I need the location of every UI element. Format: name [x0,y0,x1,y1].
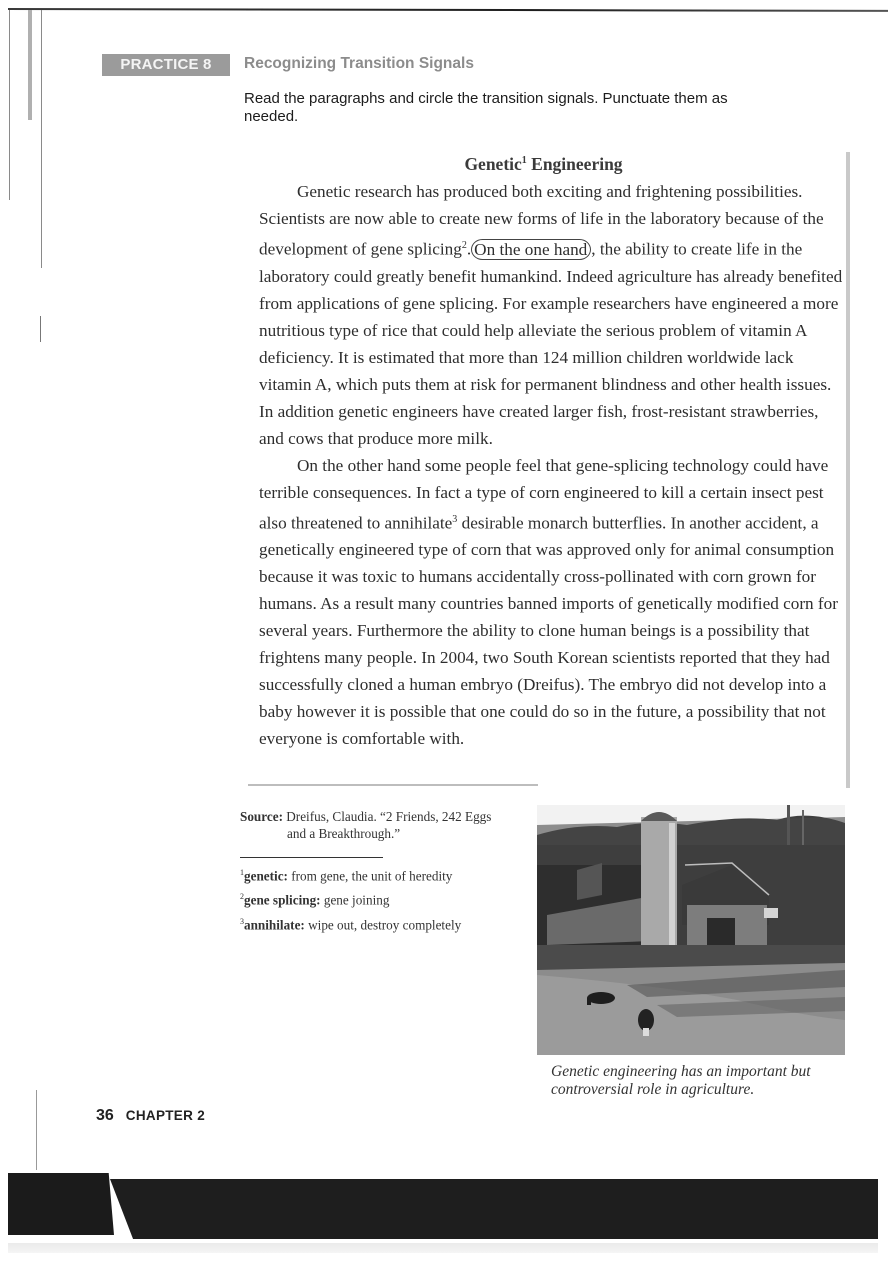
scan-margin-line [41,10,42,268]
reading-title [242,154,845,175]
page-footer [96,1107,205,1125]
scan-edge-left [9,10,10,200]
footnotes [240,862,530,935]
farm-photo [537,805,845,1055]
circled-transition: On the one hand [471,239,591,260]
footnote-term: gene splicing: [244,892,321,908]
source-text: Dreifus, Claudia. “2 Friends, 242 Eggs [282,809,492,824]
practice-badge: PRACTICE 8 [102,54,230,76]
reading-box-shadow [846,152,850,788]
scan-black-band [8,1173,114,1235]
footnote-number: 1 [240,868,244,877]
paragraph-2 [259,452,844,753]
title-rest: Engineering [526,154,623,174]
paragraph-text: Genetic research has produced both exciting and frightening possibilities. Scientists are now able to create new forms of life in the laboratory because of the development of gene splicing [259,182,824,259]
footnote-definition: wipe out, destroy completely [304,917,462,933]
reading-body [259,178,844,752]
paragraph-text: . [466,239,472,259]
title-word: Genetic [464,154,522,174]
paragraph-text: , the ability to create life in the laboratory could greatly benefit humankind. Indeed agriculture has already benefited from applications of gene splicing. For example researchers have engineered a more nutritious type of rice that could help alleviate the serious problem of vitamin A deficiency. It is estimated that more than 124 million children worldwide lack vitamin A, which puts them at risk for permanent blindness and other health issues. In addition genetic engineers have created larger fish, frost-resistant strawberries, and cows that produce more milk. [259,239,843,448]
source-label: Source: [240,809,283,824]
source-citation [240,808,530,842]
footnote-divider [240,857,383,858]
paragraph-text: desirable monarch butterflies. In another accident, a genetically engineered type of corn that was approved only for animal consumption because it was toxic to humans accidentally cross-pollinated with corn grown for humans. As a result many countries banned imports of genetically modified corn for several years. Furthermore the ability to clone human beings is a possibility that frightens many people. In 2004, two South Korean scientists reported that they had successfully cloned a human embryo (Dreifus). The embryo did not develop into a baby however it is possible that one could do so in the future, a possibility that not everyone is comfortable with. [259,513,838,749]
scan-margin-line [36,1090,37,1170]
footnote [240,886,530,910]
practice-title: Recognizing Transition Signals [244,55,474,72]
chapter-label: CHAPTER 2 [125,1108,206,1123]
footnote-ref: 1 [521,155,527,167]
footnote-ref: 3 [452,513,458,525]
paragraph-text: On the other hand some people feel that gene-splicing technology could have terrible consequences. In fact a type of corn engineered to kill a certain insect pest also threatened to annihilate [259,455,829,533]
source-text: and a Breakthrough.” [287,826,401,841]
footnote-definition: from gene, the unit of heredity [287,868,453,884]
reading-passage [242,138,845,784]
paragraph-1 [259,178,844,452]
footnote [240,911,530,935]
scan-margin-line [40,316,41,342]
scan-black-band [110,1179,878,1239]
farm-photo-image [537,805,845,1055]
footnote-definition: gene joining [320,892,390,908]
scan-edge-top [8,8,888,12]
scan-edge-bottom [8,1243,878,1253]
footnote [240,862,530,886]
footnote-term: annihilate: [244,917,305,933]
footnote-number: 2 [240,892,244,902]
photo-caption: Genetic engineering has an important but controversial role in agriculture. [551,1063,811,1098]
page-number: 36 [96,1107,114,1124]
instructions: Read the paragraphs and circle the transition signals. Punctuate them as needed. [244,90,728,125]
footnote-ref: 2 [461,240,467,251]
footnote-term: genetic: [244,868,288,884]
scan-binding-mark [28,10,32,120]
footnote-number: 3 [240,916,244,926]
